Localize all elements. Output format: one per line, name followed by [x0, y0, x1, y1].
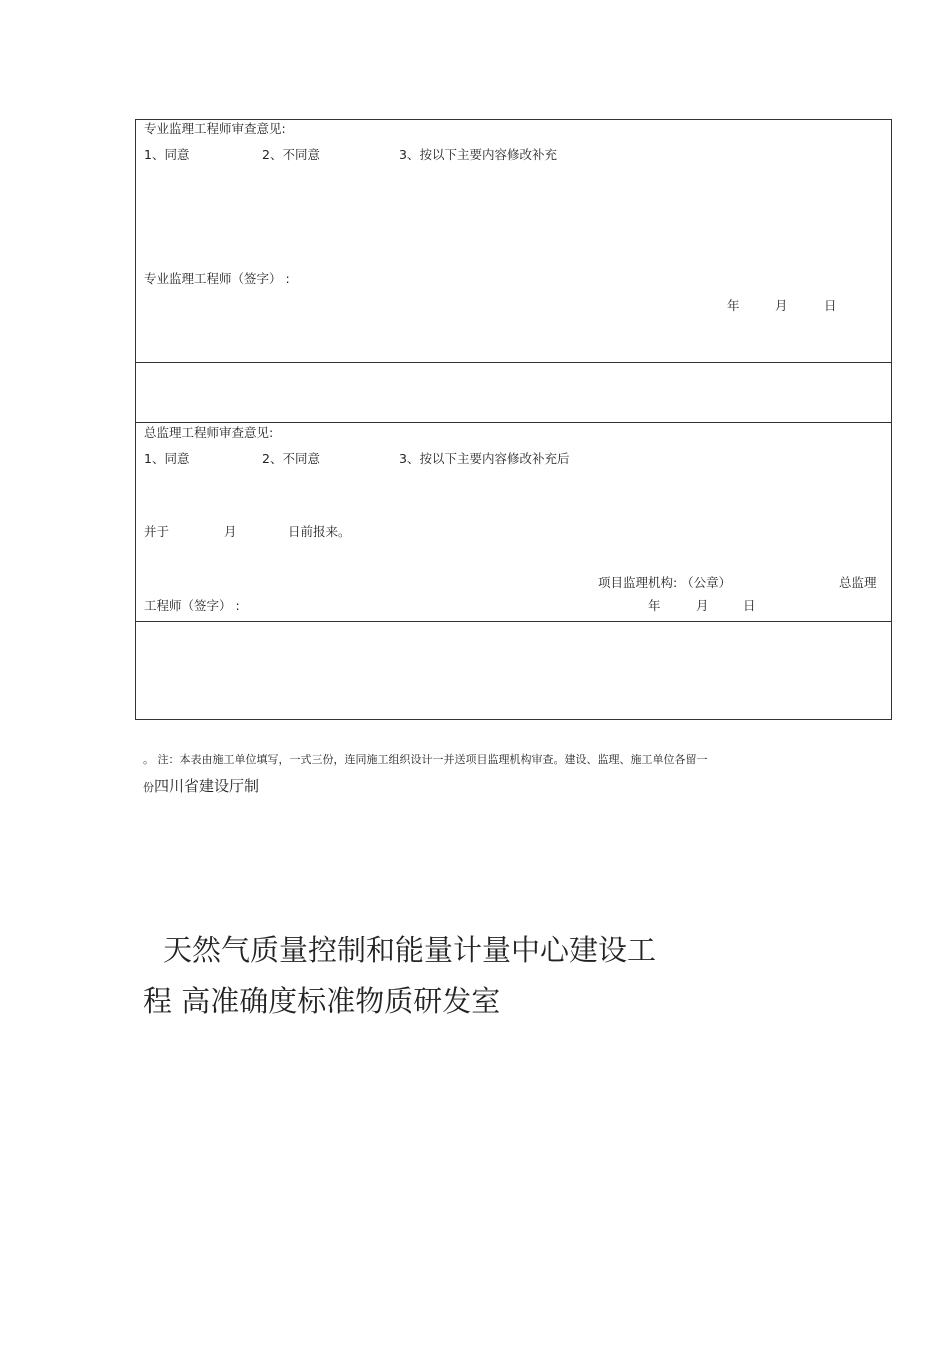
option-revise: 3、按以下主要内容修改补充 — [399, 147, 557, 162]
date-day: 日 — [824, 298, 837, 313]
specialist-review-heading: 专业监理工程师审查意见: — [144, 121, 286, 136]
note-continuation: 份 — [143, 781, 154, 794]
date-year: 年 — [648, 598, 661, 613]
deadline-prefix: 并于 — [144, 524, 170, 539]
deadline-suffix: 日前报来。 — [288, 524, 351, 539]
option-revise-after: 3、按以下主要内容修改补充后 — [399, 451, 570, 466]
issuer-name: 四川省建设厅制 — [154, 777, 260, 795]
deadline-month: 月 — [224, 524, 237, 539]
date-year: 年 — [727, 298, 740, 313]
option-disagree: 2、不同意 — [262, 147, 320, 162]
date-month: 月 — [696, 598, 709, 613]
option-agree: 1、同意 — [144, 451, 190, 466]
date-day: 日 — [743, 598, 756, 613]
specialist-signature-label: 专业监理工程师（签字） : — [144, 271, 290, 286]
chief-review-heading: 总监理工程师审查意见: — [144, 425, 274, 440]
date-month: 月 — [775, 298, 788, 313]
project-title-line-2: 程 高准确度标准物质研发室 — [143, 984, 501, 1018]
form-note: 。 注：本表由施工单位填写，一式三份，连同施工组织设计一并送项目监理机构审查。建设、监理、施工单位各留一 — [143, 753, 708, 766]
chief-signature-label: 工程师（签字） : — [144, 598, 240, 613]
blank-row-1 — [136, 363, 891, 423]
review-form-table — [135, 119, 892, 720]
chief-review-row — [136, 423, 891, 622]
chief-engineer-label: 总监理 — [839, 575, 877, 590]
form-issuer — [143, 776, 259, 795]
blank-row-2 — [136, 622, 891, 719]
supervision-org-seal: 项目监理机构: （公章） — [598, 575, 732, 590]
option-disagree: 2、不同意 — [262, 451, 320, 466]
specialist-review-row — [136, 120, 891, 363]
project-title-line-1: 天然气质量控制和能量计量中心建设工 — [163, 933, 657, 967]
option-agree: 1、同意 — [144, 147, 190, 162]
